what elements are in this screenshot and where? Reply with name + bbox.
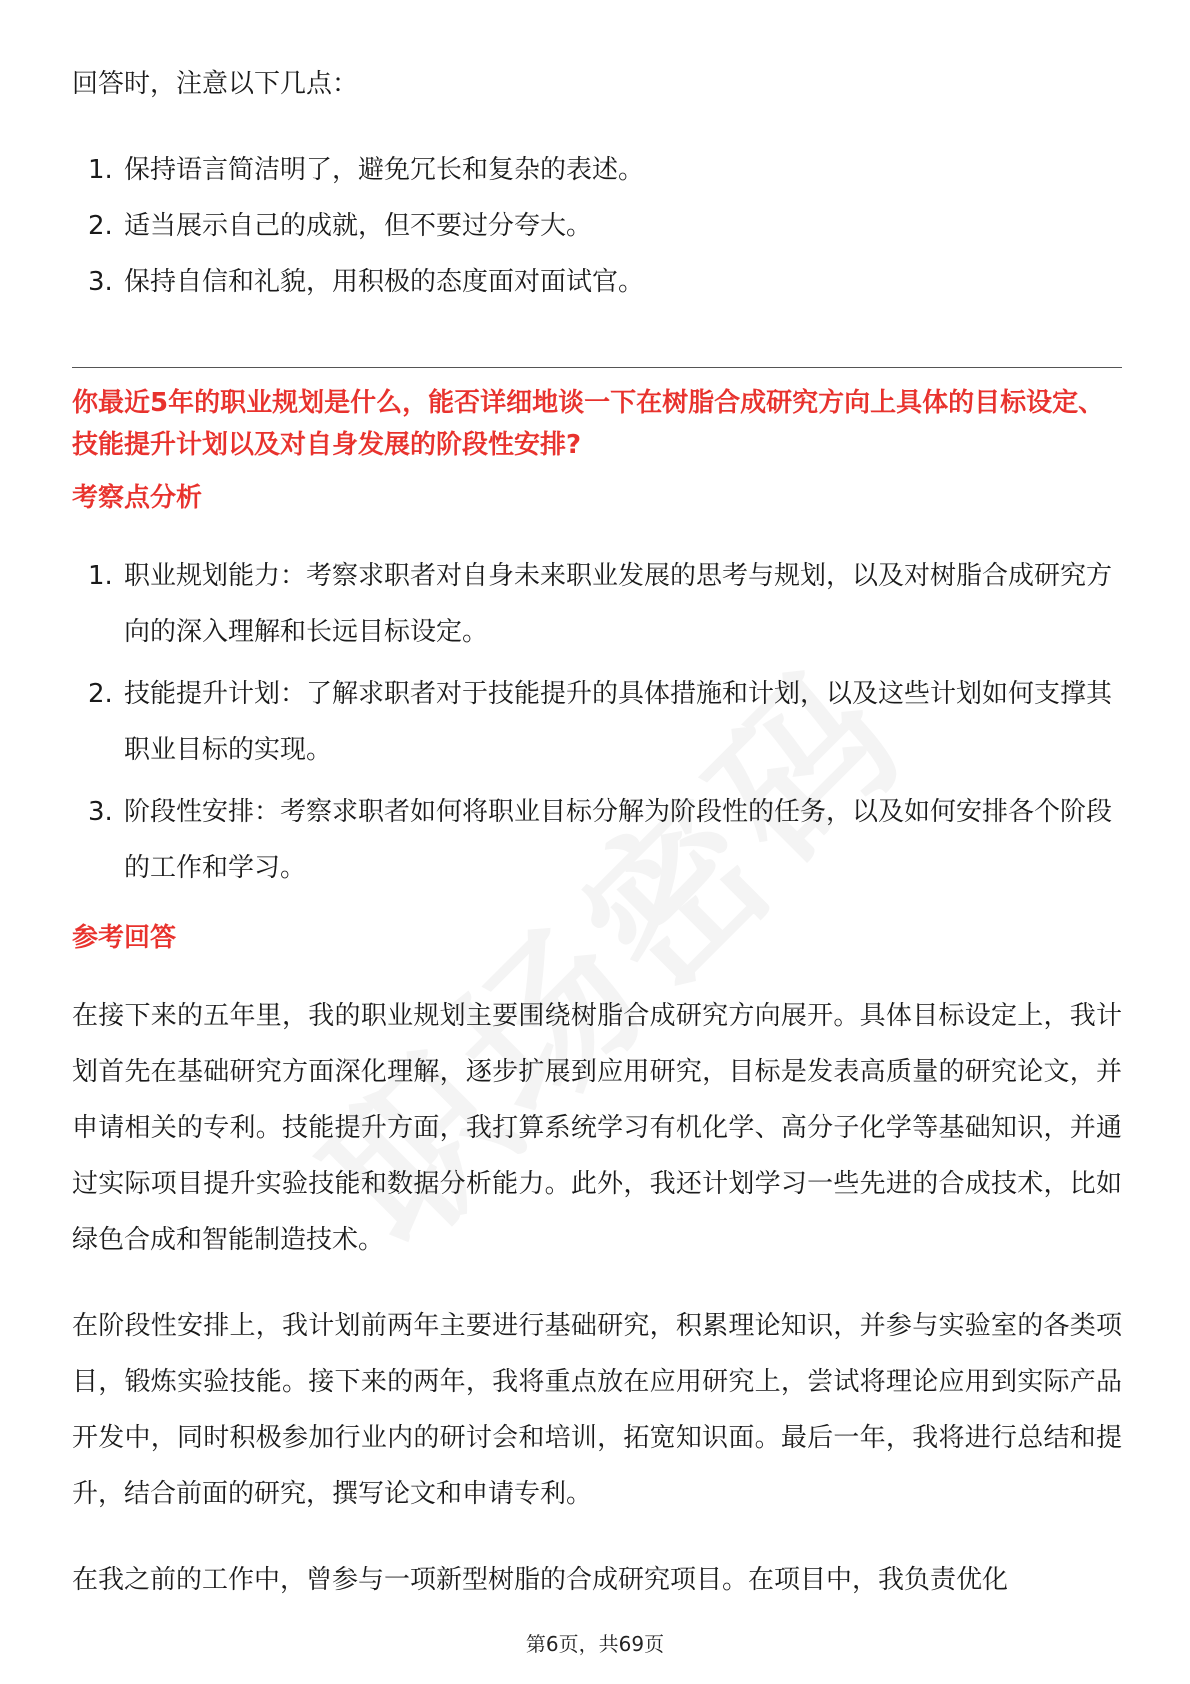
answer-paragraph: 在阶段性安排上，我计划前两年主要进行基础研究，积累理论知识，并参与实验室的各类项目，锻炼实验技能。接下来的两年，我将重点放在应用研究上，尝试将理论应用到实际产品开发中，同时积极参加行业内的研讨会和培训，拓宽知识面。最后一年，我将进行总结和提升，结合前面的研究，撰写论文和申请专利。 [72, 1311, 1122, 1509]
list-item [72, 142, 644, 198]
question-title: 你最近5年的职业规划是什么，能否详细地谈一下在树脂合成研究方向上具体的目标设定、技能提升计划以及对自身发展的阶段性安排? [72, 388, 1105, 460]
list-number: 3. [88, 267, 113, 297]
answer-paragraph: 在接下来的五年里，我的职业规划主要围绕树脂合成研究方向展开。具体目标设定上，我计划首先在基础研究方面深化理解，逐步扩展到应用研究，目标是发表高质量的研究论文，并申请相关的专利。技能提升方面，我打算系统学习有机化学、高分子化学等基础知识，并通过实际项目提升实验技能和数据分析能力。此外，我还计划学习一些先进的合成技术，比如绿色合成和智能制造技术。 [72, 1001, 1122, 1255]
list-number: 3. [88, 797, 113, 827]
analysis-heading: 考察点分析 [72, 483, 203, 513]
answer-body [72, 988, 1122, 1638]
list-item-text: 适当展示自己的成就，但不要过分夸大。 [124, 211, 593, 241]
list-item-text: 职业规划能力：考察求职者对自身未来职业发展的思考与规划，以及对树脂合成研究方向的深入理解和长远目标设定。 [124, 561, 1113, 647]
list-item-text: 阶段性安排：考察求职者如何将职业目标分解为阶段性的任务，以及如何安排各个阶段的工作和学习。 [124, 797, 1113, 883]
list-number: 2. [88, 679, 113, 709]
page-number-footer: 第6页，共69页 [525, 1632, 665, 1656]
list-item [72, 254, 644, 310]
answer-paragraph: 在我之前的工作中，曾参与一项新型树脂的合成研究项目。在项目中，我负责优化 [72, 1565, 1009, 1595]
list-item [72, 784, 1122, 896]
list-number: 2. [88, 211, 113, 241]
list-item [72, 198, 644, 254]
answer-heading: 参考回答 [72, 923, 177, 953]
list-item-text: 保持自信和礼貌，用积极的态度面对面试官。 [124, 267, 645, 297]
list-number: 1. [88, 561, 113, 591]
list-item-text: 技能提升计划：了解求职者对于技能提升的具体措施和计划，以及这些计划如何支撑其职业目标的实现。 [124, 679, 1113, 765]
tips-list [72, 142, 644, 310]
intro-text: 回答时，注意以下几点： [72, 69, 359, 99]
list-item [72, 548, 1122, 660]
list-item [72, 666, 1122, 778]
list-number: 1. [88, 155, 113, 185]
list-item-text: 保持语言简洁明了，避免冗长和复杂的表述。 [124, 155, 645, 185]
section-divider [72, 367, 1122, 368]
analysis-list [72, 548, 1122, 902]
